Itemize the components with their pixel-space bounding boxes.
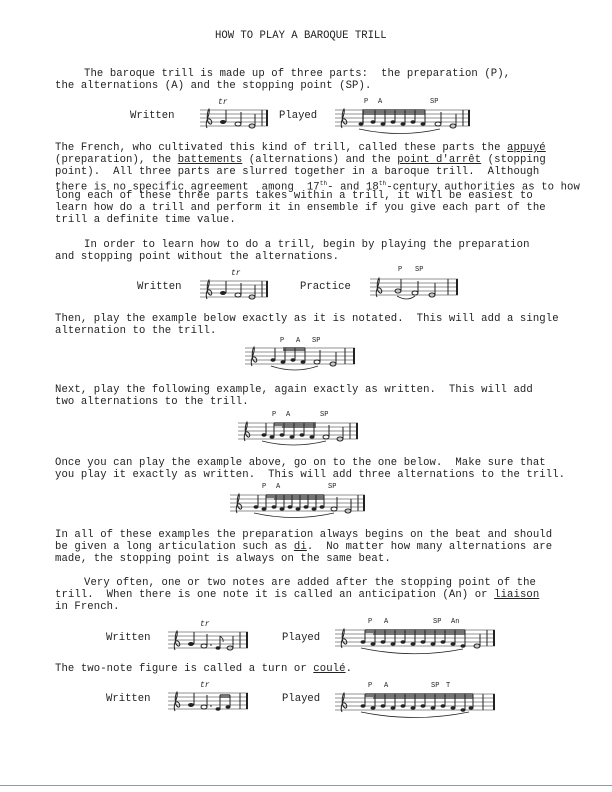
- staff-written-1: [200, 108, 268, 134]
- trill-mark-2: tr: [231, 269, 241, 278]
- label-played-3: Played: [282, 693, 321, 705]
- mark-sp-1: SP: [430, 98, 439, 106]
- para7-line1: In all of these examples the preparation always begins on the beat and should: [55, 529, 553, 541]
- para5-line2: two alternations to the trill.: [55, 396, 249, 408]
- staff-written-2: [200, 279, 268, 305]
- staff-example-4: [238, 421, 358, 449]
- mark-sp-7: SP: [431, 682, 440, 690]
- para2-line7: trill a definite time value.: [55, 214, 236, 226]
- para1-line1: The baroque trill is made up of three parts: the preparation (P),: [84, 68, 511, 80]
- mark-sp-2: SP: [415, 266, 424, 274]
- trill-mark-4: tr: [200, 681, 210, 690]
- label-practice: Practice: [300, 281, 351, 293]
- trill-mark-3: tr: [200, 620, 210, 629]
- label-played-1: Played: [279, 110, 318, 122]
- page-bottom-edge: [0, 785, 612, 786]
- mark-a-7: A: [384, 682, 389, 690]
- mark-p-7: P: [368, 682, 373, 690]
- staff-written-3: [168, 630, 248, 656]
- mark-sp-3: SP: [312, 337, 321, 345]
- para4-line2: alternation to the trill.: [55, 325, 217, 337]
- trill-mark: tr: [218, 98, 228, 107]
- mark-p-1: P: [364, 98, 369, 106]
- staff-written-4: [168, 691, 248, 717]
- term-point-darret: point d'arrêt: [397, 154, 482, 166]
- label-written-2: Written: [137, 281, 182, 293]
- staff-played-1: [335, 108, 470, 136]
- mark-p-3: P: [280, 337, 285, 345]
- label-played-2: Played: [282, 632, 321, 644]
- staff-example-3: [245, 346, 355, 374]
- label-written-1: Written: [130, 110, 175, 122]
- para2-line3: point). All three parts are slurred together in a baroque trill. Although: [55, 166, 540, 178]
- para9-line1: The two-note figure is called a turn or coulé.: [55, 663, 353, 675]
- term-battements: battements: [177, 154, 243, 166]
- staff-played-3: [335, 692, 495, 722]
- mark-a-4: A: [286, 411, 291, 419]
- para8-line3: in French.: [55, 601, 120, 613]
- mark-sp-6: SP: [433, 618, 442, 626]
- para3-line1: In order to learn how to do a trill, begin by playing the preparation: [84, 239, 530, 251]
- staff-example-5: [230, 493, 365, 521]
- term-liaison: liaison: [494, 589, 540, 601]
- para2-line6: learn how do a trill and perform it in ensemble if you give each part of the: [55, 202, 546, 214]
- mark-p-4: P: [272, 411, 277, 419]
- mark-sp-5: SP: [328, 483, 337, 491]
- para6-line1: Once you can play the example above, go on to the one below. Make sure that: [55, 457, 546, 469]
- staff-played-2: [335, 628, 495, 658]
- para8-line1: Very often, one or two notes are added after the stopping point of the: [84, 577, 537, 589]
- para7-line3: made, the stopping point is always on the same beat.: [55, 553, 391, 565]
- para6-line2: you play it exactly as written. This will add three alternations to the trill.: [55, 469, 566, 481]
- para4-line1: Then, play the example below exactly as it is notated. This will add a single: [55, 313, 559, 325]
- para5-line1: Next, play the following example, again exactly as written. This will add: [55, 384, 533, 396]
- para2-line1: The French, who cultivated this kind of trill, called these parts the appuyé: [55, 142, 546, 154]
- mark-p-2: P: [398, 266, 403, 274]
- para2-line4: there is no specific agreement among 17th- and 18th-century authorities as to how: [55, 180, 580, 194]
- term-appuye: appuyé: [507, 142, 546, 154]
- mark-a-5: A: [276, 483, 281, 491]
- staff-practice: [370, 277, 458, 305]
- page-title: HOW TO PLAY A BAROQUE TRILL: [215, 30, 387, 42]
- mark-a-3: A: [296, 337, 301, 345]
- para2-line2: (preparation), the battements (alternations) and the point d'arrêt (stopping: [55, 154, 546, 166]
- para3-line2: and stopping point without the alternations.: [55, 251, 340, 263]
- para2-line5: long each of these three parts takes within a trill, it will be easiest to: [55, 190, 533, 202]
- para8-line2: trill. When there is one note it is called an anticipation (An) or liaison: [55, 589, 540, 601]
- mark-a-1: A: [378, 98, 383, 106]
- term-di: di: [293, 541, 307, 553]
- mark-an: An: [451, 618, 460, 626]
- mark-t: T: [446, 682, 451, 690]
- mark-sp-4: SP: [320, 411, 329, 419]
- para7-line2: be given a long articulation such as di. No matter how many alternations are: [55, 541, 553, 553]
- term-coule: coulé: [313, 663, 346, 675]
- mark-a-6: A: [384, 618, 389, 626]
- para1-line2: the alternations (A) and the stopping point (SP).: [55, 80, 372, 92]
- mark-p-5: P: [262, 483, 267, 491]
- mark-p-6: P: [368, 618, 373, 626]
- label-written-4: Written: [106, 693, 151, 705]
- label-written-3: Written: [106, 632, 151, 644]
